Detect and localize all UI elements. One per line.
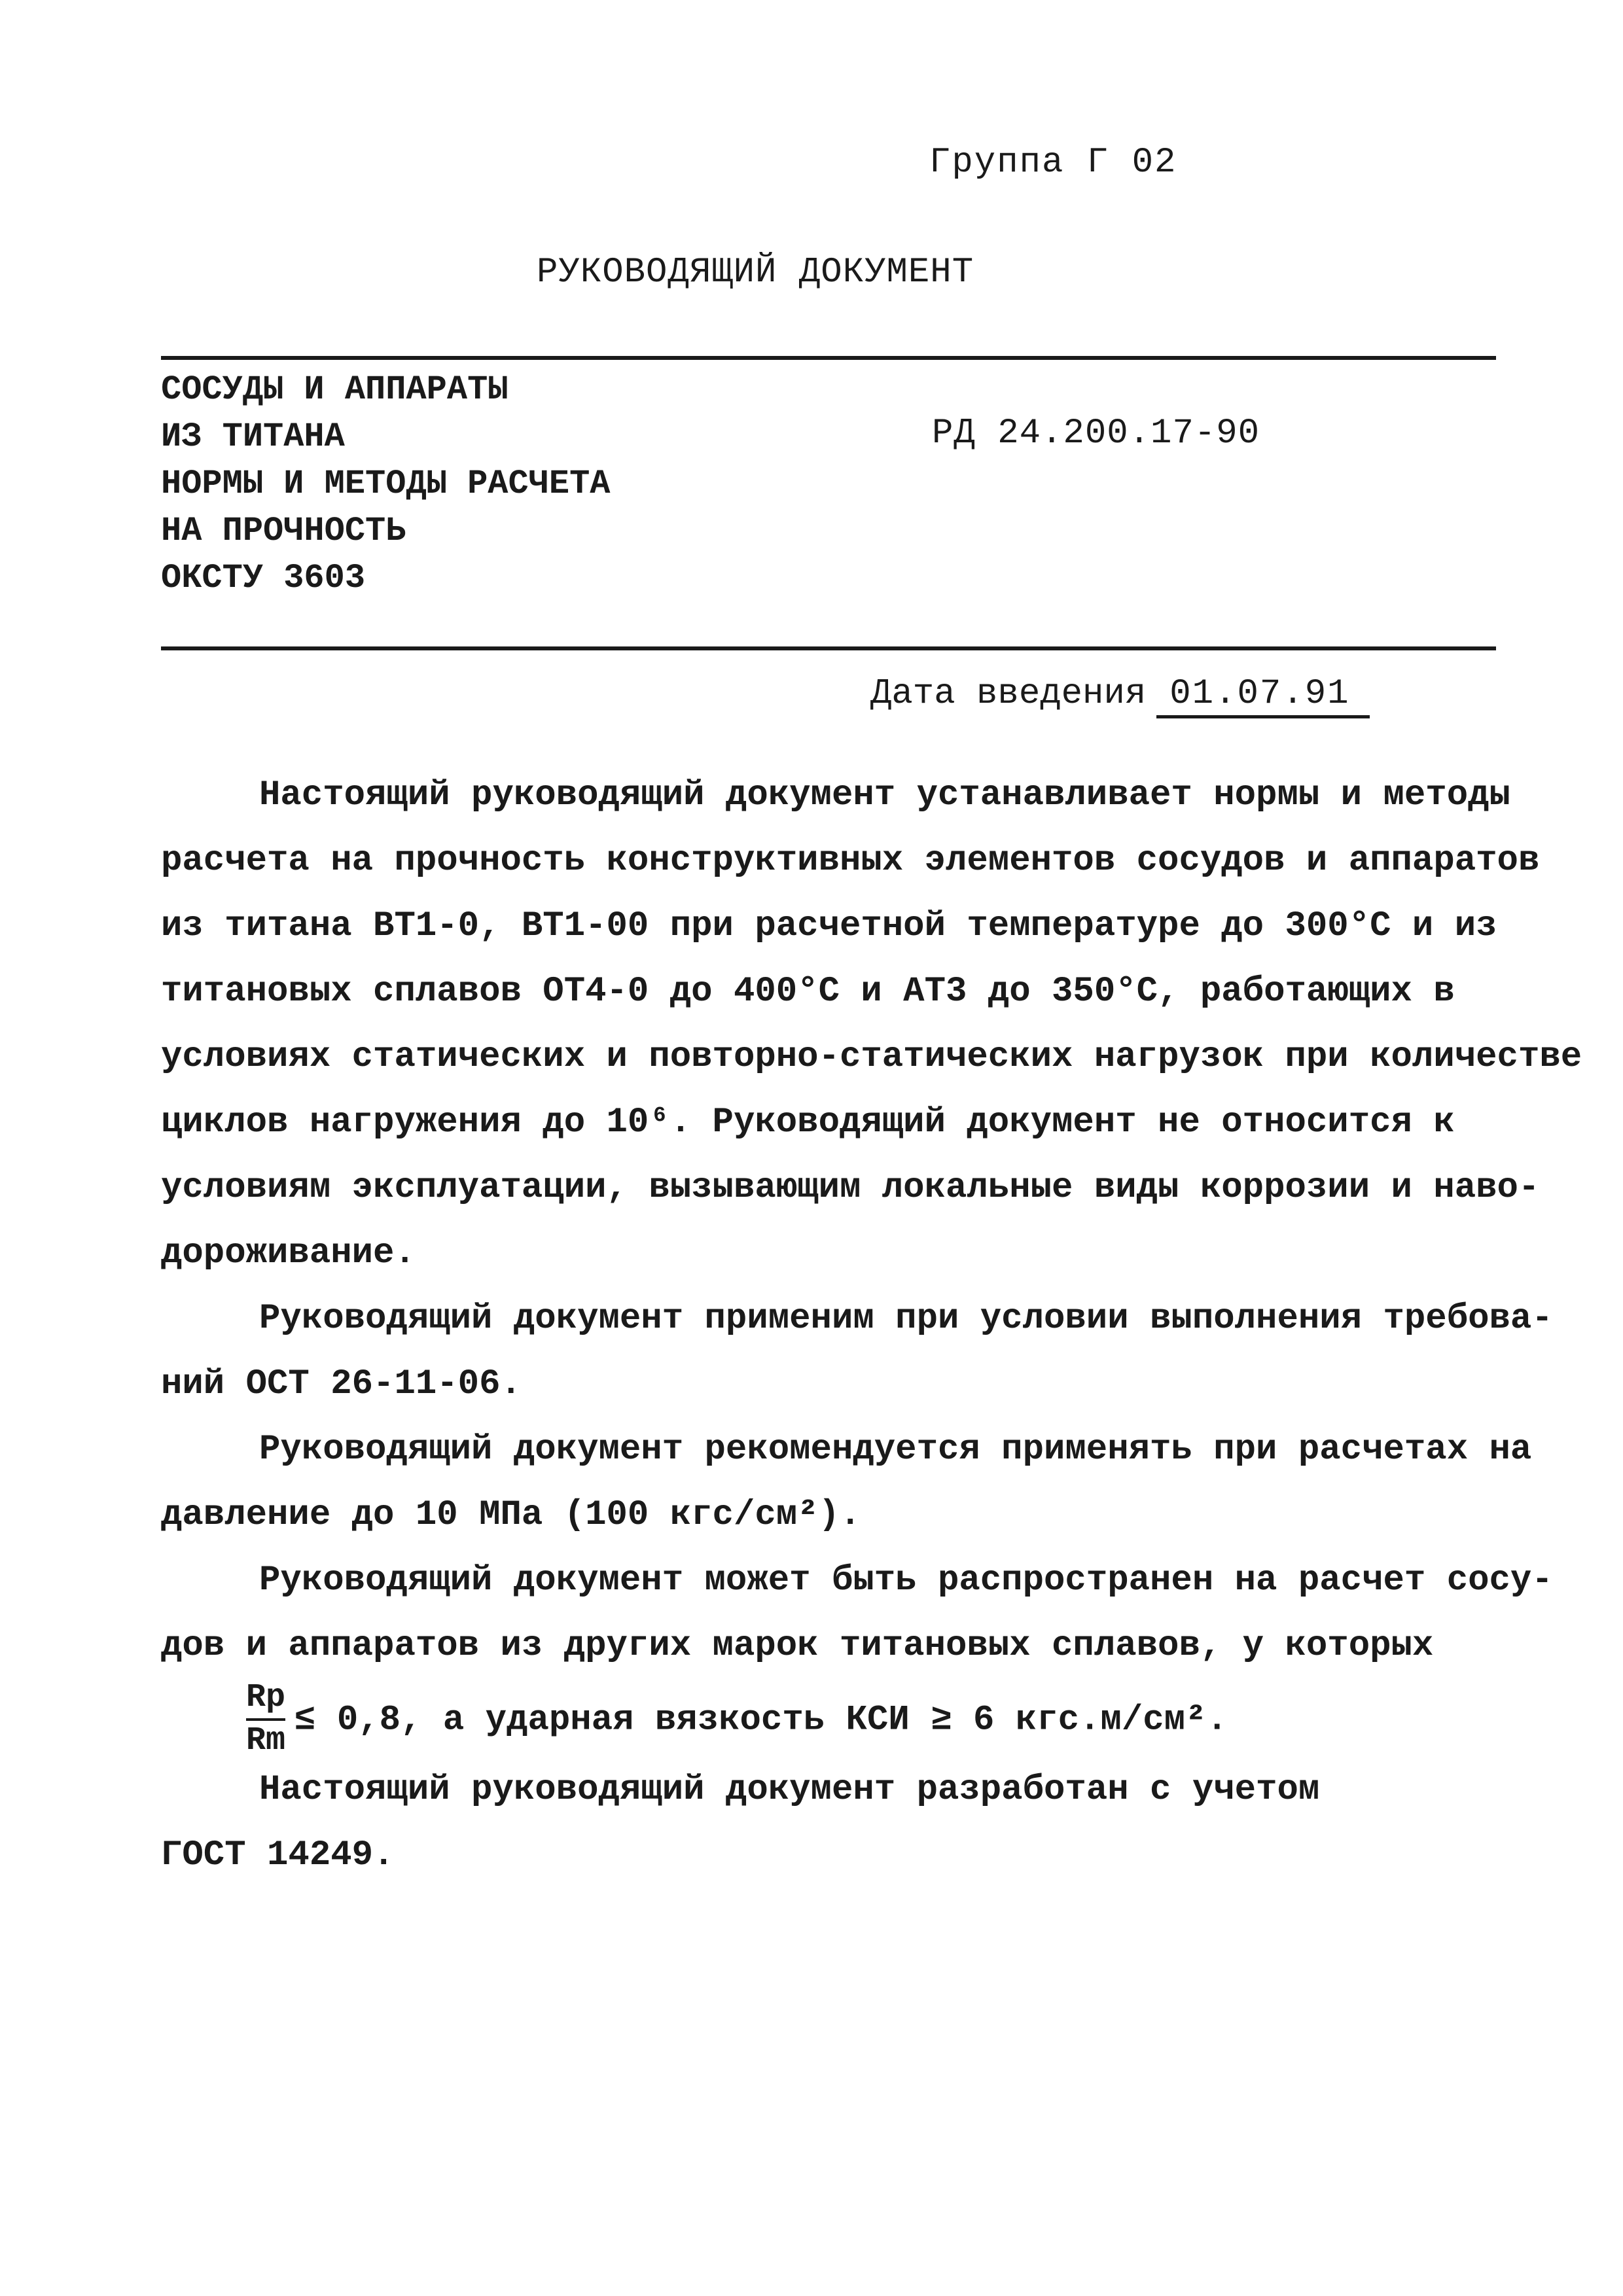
paragraph-line: Настоящий руководящий документ устанавливает нормы и методы [259,775,1510,815]
ratio-fraction [246,1679,285,1760]
introduction-date-value: 01.07.91 [1156,674,1369,718]
paragraph-line: Руководящий документ применим при условии выполнения требова- [259,1299,1553,1339]
formula-text: ≤ 0,8, а ударная вязкость КСИ ≥ 6 кгс.м/см². [294,1700,1228,1740]
title-line: НА ПРОЧНОСТЬ [161,512,406,550]
paragraph-line: ГОСТ 14249. [161,1835,395,1875]
document-type-heading: РУКОВОДЯЩИЙ ДОКУМЕНТ [537,253,974,292]
paragraph-line: дов и аппаратов из других марок титановых сплавов, у которых [161,1626,1434,1666]
title-line: НОРМЫ И МЕТОДЫ РАСЧЕТА [161,465,611,503]
bottom-divider [161,646,1496,650]
title-line: СОСУДЫ И АППАРАТЫ [161,370,508,409]
fraction-numerator: Rp [246,1679,286,1716]
paragraph-line: титановых сплавов ОТ4-0 до 400°С и АТ3 до 350°С, работающих в [161,972,1455,1012]
document-code: РД 24.200.17-90 [932,414,1260,453]
document-title [161,366,881,602]
paragraph-line: расчета на прочность конструктивных элементов сосудов и аппаратов [161,841,1540,881]
paragraph-line: циклов нагружения до 10⁶. Руководящий документ не относится к [161,1103,1455,1142]
introduction-date [870,674,1370,718]
group-label: Группа Г 02 [929,143,1177,183]
paragraph-line: ний ОСТ 26-11-06. [161,1364,522,1404]
paragraph-line: Настоящий руководящий документ разработан с учетом [259,1770,1320,1810]
ratio-formula [161,1679,1496,1757]
body-text [161,763,1582,1888]
title-line: ИЗ ТИТАНА [161,417,345,456]
paragraph-line: давление до 10 МПа (100 кгс/см²). [161,1495,861,1535]
paragraph-line: Руководящий документ рекомендуется применять при расчетах на [259,1430,1532,1470]
paragraph-line: условиях статических и повторно-статических нагрузок при количестве [161,1037,1582,1077]
introduction-date-label: Дата введения [870,674,1147,714]
paragraph-line: из титана ВТ1-0, ВТ1-00 при расчетной температуре до 300°С и из [161,906,1497,946]
fraction-bar [246,1718,285,1721]
paragraph-line: Руководящий документ может быть распространен на расчет сосу- [259,1561,1553,1600]
fraction-denominator: Rm [246,1722,286,1759]
paragraph-line: условиям эксплуатации, вызывающим локальные виды коррозии и наво- [161,1168,1540,1208]
top-divider [161,356,1496,360]
paragraph-line: дороживание. [161,1233,416,1273]
classifier-code: ОКСТУ 3603 [161,559,366,597]
